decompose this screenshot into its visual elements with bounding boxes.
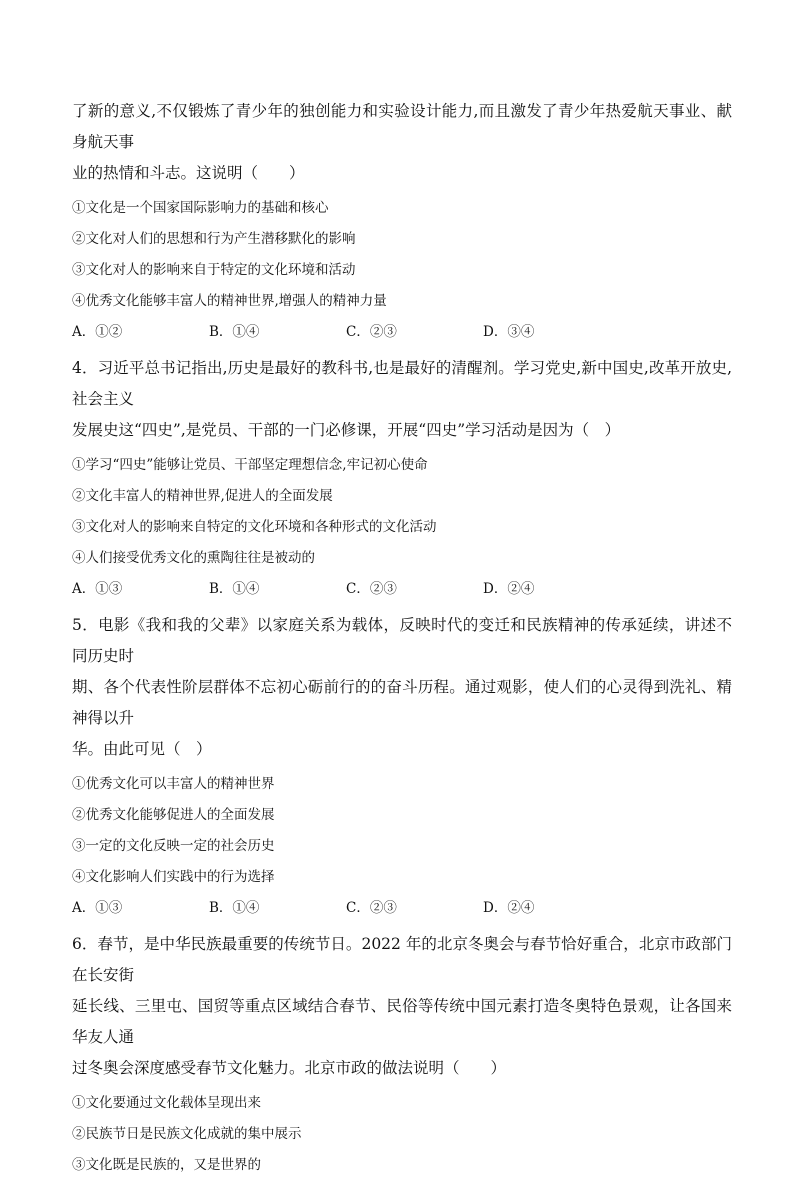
q5-choice-b: B．①④: [209, 900, 260, 916]
document-page: [72, 96, 732, 1186]
q6-stem-line-1: 6．春节，是中华民族最重要的传统节日。2022 年的北京冬奥会与春节恰好重合，北京市政部门在长安街: [72, 935, 732, 984]
q4-choice-b: B．①④: [209, 581, 260, 597]
q3-choice-c: C．②③: [346, 324, 397, 340]
q5-option-1: ①优秀文化可以丰富人的精神世界: [72, 776, 275, 792]
q5-stem-line-3: 华。由此可见（ ）: [72, 740, 212, 758]
q5-option-3: ③一定的文化反映一定的社会历史: [72, 838, 275, 854]
q5-choice-c: C．②③: [346, 900, 397, 916]
q3-option-1: ①文化是一个国家国际影响力的基础和核心: [72, 200, 329, 216]
q3-choice-d: D．③④: [483, 324, 535, 340]
q6-stem-line-3: 过冬奥会深度感受春节文化魅力。北京市政的做法说明（ ）: [72, 1059, 507, 1077]
q5-stem-line-2: 期、各个代表性阶层群体不忘初心砺前行的的奋斗历程。通过观影，使人们的心灵得到洗礼、精神得以升: [72, 678, 732, 727]
q4-option-1: ①学习“四史”能够让党员、干部坚定理想信念,牢记初心使命: [72, 457, 428, 473]
q5-choice-d: D．②④: [483, 900, 535, 916]
q4-choice-a: A．①③: [72, 581, 123, 597]
q4-choice-d: D．②④: [483, 581, 535, 597]
q4-option-2: ②文化丰富人的精神世界,促进人的全面发展: [72, 488, 333, 504]
q4-option-4: ④人们接受优秀文化的熏陶往往是被动的: [72, 550, 315, 566]
q4-stem-line-2: 发展史这“四史”,是党员、干部的一门必修课，开展“四史”学习活动是因为（ ）: [72, 421, 621, 439]
q4-option-3: ③文化对人的影响来自特定的文化环境和各种形式的文化活动: [72, 519, 437, 535]
q6-option-3: ③文化既是民族的，又是世界的: [72, 1157, 261, 1173]
q3-choice-b: B．①④: [209, 324, 260, 340]
q3-stem-line-1: 了新的意义,不仅锻炼了青少年的独创能力和实验设计能力,而且激发了青少年热爱航天事业、献身航天事: [72, 102, 732, 151]
q5-choice-a: A．①③: [72, 900, 123, 916]
q6-option-2: ②民族节日是民族文化成就的集中展示: [72, 1126, 302, 1142]
q5-stem-line-1: 5．电影《我和我的父辈》以家庭关系为载体，反映时代的变迁和民族精神的传承延续，讲述不同历史时: [72, 616, 732, 665]
q3-option-3: ③文化对人的影响来自于特定的文化环境和活动: [72, 262, 356, 278]
q3-option-2: ②文化对人们的思想和行为产生潜移默化的影响: [72, 231, 356, 247]
q6-option-1: ①文化要通过文化载体呈现出来: [72, 1095, 261, 1111]
q3-choices: [72, 322, 732, 342]
q3-option-4: ④优秀文化能够丰富人的精神世界,增强人的精神力量: [72, 293, 387, 309]
q3-stem-line-2: 业的热情和斗志。这说明（ ）: [72, 164, 305, 182]
q4-stem-line-1: 4．习近平总书记指出,历史是最好的教科书,也是最好的清醒剂。学习党史,新中国史,改革开放史,社会主义: [72, 359, 732, 408]
q5-choices: [72, 898, 732, 918]
q3-choice-a: A．①②: [72, 324, 123, 340]
q5-option-2: ②优秀文化能够促进人的全面发展: [72, 807, 275, 823]
q6-stem-line-2: 延长线、三里屯、国贸等重点区域结合春节、民俗等传统中国元素打造冬奥特色景观，让各国来华友人通: [72, 997, 732, 1046]
q4-choice-c: C．②③: [346, 581, 397, 597]
q5-option-4: ④文化影响人们实践中的行为选择: [72, 869, 275, 885]
q4-choices: [72, 579, 732, 599]
